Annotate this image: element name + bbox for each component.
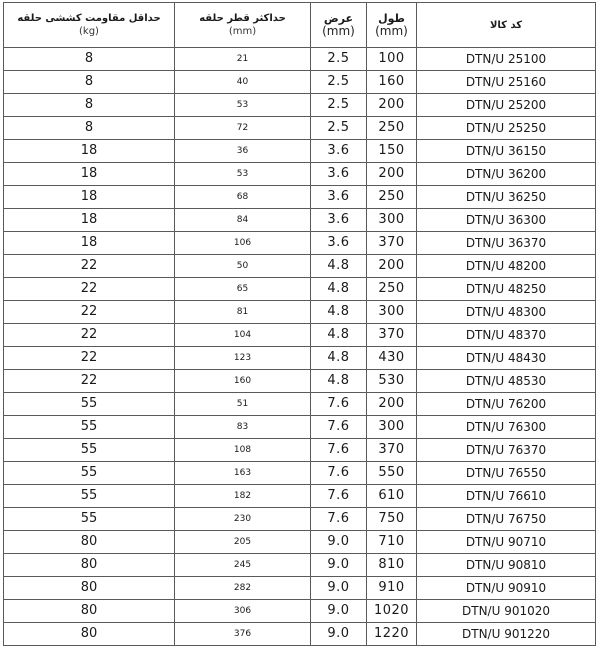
cell-length: 200 (367, 94, 417, 117)
cell-max-loop-diameter: 81 (175, 301, 311, 324)
cell-length: 1020 (367, 600, 417, 623)
cell-max-loop-diameter: 104 (175, 324, 311, 347)
cell-min-tensile-strength: 18 (4, 209, 175, 232)
cell-min-tensile-strength: 8 (4, 117, 175, 140)
cell-max-loop-diameter: 36 (175, 140, 311, 163)
cell-width: 4.8 (311, 278, 367, 301)
cell-width: 7.6 (311, 416, 367, 439)
cell-min-tensile-strength: 8 (4, 71, 175, 94)
cell-min-tensile-strength: 22 (4, 347, 175, 370)
cell-max-loop-diameter: 306 (175, 600, 311, 623)
cell-max-loop-diameter: 53 (175, 163, 311, 186)
cell-length: 710 (367, 531, 417, 554)
cell-min-tensile-strength: 55 (4, 485, 175, 508)
table-row (4, 416, 596, 439)
cell-min-tensile-strength: 8 (4, 48, 175, 71)
cell-product-code: DTN/U 48430 (417, 347, 596, 370)
cell-max-loop-diameter: 376 (175, 623, 311, 646)
cell-length: 200 (367, 393, 417, 416)
cell-length: 300 (367, 416, 417, 439)
cell-width: 2.5 (311, 71, 367, 94)
cell-product-code: DTN/U 25100 (417, 48, 596, 71)
cell-length: 160 (367, 71, 417, 94)
header-width-title: عرض (323, 12, 354, 25)
cell-length: 530 (367, 370, 417, 393)
cell-product-code: DTN/U 901220 (417, 623, 596, 646)
cell-length: 910 (367, 577, 417, 600)
cell-min-tensile-strength: 80 (4, 531, 175, 554)
cell-length: 370 (367, 232, 417, 255)
cell-product-code: DTN/U 48200 (417, 255, 596, 278)
cell-length: 250 (367, 117, 417, 140)
cell-width: 4.8 (311, 347, 367, 370)
cell-min-tensile-strength: 80 (4, 554, 175, 577)
cell-max-loop-diameter: 68 (175, 186, 311, 209)
cell-width: 3.6 (311, 232, 367, 255)
cell-width: 9.0 (311, 623, 367, 646)
table-row (4, 186, 596, 209)
cell-min-tensile-strength: 18 (4, 163, 175, 186)
cell-width: 7.6 (311, 462, 367, 485)
cell-min-tensile-strength: 80 (4, 623, 175, 646)
cell-product-code: DTN/U 76550 (417, 462, 596, 485)
cell-length: 810 (367, 554, 417, 577)
cell-product-code: DTN/U 76300 (417, 416, 596, 439)
cell-min-tensile-strength: 55 (4, 508, 175, 531)
table-row (4, 623, 596, 646)
cell-product-code: DTN/U 76750 (417, 508, 596, 531)
table-row (4, 347, 596, 370)
cell-length: 250 (367, 278, 417, 301)
cell-product-code: DTN/U 36200 (417, 163, 596, 186)
cell-min-tensile-strength: 18 (4, 140, 175, 163)
cell-product-code: DTN/U 76370 (417, 439, 596, 462)
cell-width: 4.8 (311, 255, 367, 278)
cell-width: 7.6 (311, 485, 367, 508)
cell-product-code: DTN/U 90710 (417, 531, 596, 554)
cell-width: 9.0 (311, 554, 367, 577)
cell-max-loop-diameter: 230 (175, 508, 311, 531)
cell-product-code: DTN/U 36370 (417, 232, 596, 255)
cell-length: 300 (367, 301, 417, 324)
cell-width: 9.0 (311, 531, 367, 554)
cell-max-loop-diameter: 53 (175, 94, 311, 117)
cell-width: 3.6 (311, 163, 367, 186)
cell-min-tensile-strength: 80 (4, 577, 175, 600)
cell-min-tensile-strength: 80 (4, 600, 175, 623)
table-header (4, 3, 596, 48)
table-row (4, 117, 596, 140)
cell-length: 750 (367, 508, 417, 531)
table-row (4, 577, 596, 600)
cell-product-code: DTN/U 48370 (417, 324, 596, 347)
cell-width: 3.6 (311, 186, 367, 209)
cell-length: 1220 (367, 623, 417, 646)
table-row (4, 439, 596, 462)
cell-width: 2.5 (311, 48, 367, 71)
header-row (4, 3, 596, 48)
header-width-unit: (mm) (322, 24, 355, 38)
table-row (4, 255, 596, 278)
cell-length: 100 (367, 48, 417, 71)
cell-max-loop-diameter: 65 (175, 278, 311, 301)
table-row (4, 600, 596, 623)
table-row (4, 531, 596, 554)
cell-product-code: DTN/U 36150 (417, 140, 596, 163)
cell-product-code: DTN/U 76610 (417, 485, 596, 508)
cell-length: 370 (367, 324, 417, 347)
table-row (4, 324, 596, 347)
header-diameter-title: حداکثر قطر حلقه (199, 13, 286, 24)
cable-tie-spec-table (3, 2, 596, 646)
cell-min-tensile-strength: 22 (4, 278, 175, 301)
cell-min-tensile-strength: 8 (4, 94, 175, 117)
cell-product-code: DTN/U 90810 (417, 554, 596, 577)
cell-length: 200 (367, 163, 417, 186)
cell-min-tensile-strength: 55 (4, 416, 175, 439)
cell-min-tensile-strength: 55 (4, 462, 175, 485)
header-max-loop-diameter (175, 3, 311, 48)
cell-max-loop-diameter: 40 (175, 71, 311, 94)
cell-width: 9.0 (311, 577, 367, 600)
header-diameter-unit: (mm) (228, 26, 257, 37)
cell-width: 4.8 (311, 370, 367, 393)
cell-width: 7.6 (311, 393, 367, 416)
cell-product-code: DTN/U 48300 (417, 301, 596, 324)
cell-product-code: DTN/U 36300 (417, 209, 596, 232)
cell-max-loop-diameter: 245 (175, 554, 311, 577)
table-row (4, 301, 596, 324)
header-length-title: طول (378, 12, 405, 25)
cell-length: 430 (367, 347, 417, 370)
table-row (4, 462, 596, 485)
header-product-code (417, 3, 596, 48)
cell-width: 3.6 (311, 209, 367, 232)
cell-max-loop-diameter: 108 (175, 439, 311, 462)
header-load-unit: (kg) (79, 26, 99, 37)
cell-min-tensile-strength: 22 (4, 324, 175, 347)
cell-product-code: DTN/U 90910 (417, 577, 596, 600)
table-row (4, 209, 596, 232)
cell-length: 150 (367, 140, 417, 163)
table-row (4, 508, 596, 531)
cell-width: 2.5 (311, 94, 367, 117)
cell-width: 7.6 (311, 439, 367, 462)
table-body (4, 48, 596, 646)
cell-length: 370 (367, 439, 417, 462)
cell-max-loop-diameter: 205 (175, 531, 311, 554)
cell-min-tensile-strength: 22 (4, 301, 175, 324)
cell-max-loop-diameter: 72 (175, 117, 311, 140)
cell-max-loop-diameter: 160 (175, 370, 311, 393)
table-row (4, 393, 596, 416)
cell-max-loop-diameter: 84 (175, 209, 311, 232)
header-load-title: حداقل مقاومت کششی حلقه (17, 13, 161, 24)
cell-length: 300 (367, 209, 417, 232)
cell-min-tensile-strength: 22 (4, 370, 175, 393)
cell-length: 610 (367, 485, 417, 508)
cell-product-code: DTN/U 36250 (417, 186, 596, 209)
table-row (4, 71, 596, 94)
table-row (4, 554, 596, 577)
header-width (311, 3, 367, 48)
cell-length: 550 (367, 462, 417, 485)
cell-max-loop-diameter: 282 (175, 577, 311, 600)
cell-max-loop-diameter: 106 (175, 232, 311, 255)
cell-width: 4.8 (311, 301, 367, 324)
table-row (4, 278, 596, 301)
cell-min-tensile-strength: 55 (4, 439, 175, 462)
header-min-tensile-strength (4, 3, 175, 48)
table-row (4, 232, 596, 255)
cell-product-code: DTN/U 25250 (417, 117, 596, 140)
cell-max-loop-diameter: 51 (175, 393, 311, 416)
cell-max-loop-diameter: 21 (175, 48, 311, 71)
cell-max-loop-diameter: 163 (175, 462, 311, 485)
cell-width: 2.5 (311, 117, 367, 140)
table-row (4, 140, 596, 163)
cell-product-code: DTN/U 76200 (417, 393, 596, 416)
table-row (4, 485, 596, 508)
cell-product-code: DTN/U 25200 (417, 94, 596, 117)
cell-max-loop-diameter: 123 (175, 347, 311, 370)
cell-min-tensile-strength: 18 (4, 232, 175, 255)
cell-min-tensile-strength: 55 (4, 393, 175, 416)
table-row (4, 370, 596, 393)
table-row (4, 163, 596, 186)
cell-product-code: DTN/U 901020 (417, 600, 596, 623)
table-row (4, 94, 596, 117)
cell-width: 3.6 (311, 140, 367, 163)
cell-max-loop-diameter: 50 (175, 255, 311, 278)
cell-min-tensile-strength: 18 (4, 186, 175, 209)
header-code-title: کد کالا (489, 19, 523, 31)
table-row (4, 48, 596, 71)
cell-length: 200 (367, 255, 417, 278)
cell-width: 4.8 (311, 324, 367, 347)
cell-product-code: DTN/U 25160 (417, 71, 596, 94)
cell-min-tensile-strength: 22 (4, 255, 175, 278)
header-length-unit: (mm) (375, 24, 408, 38)
cell-max-loop-diameter: 83 (175, 416, 311, 439)
cell-product-code: DTN/U 48250 (417, 278, 596, 301)
cell-length: 250 (367, 186, 417, 209)
cell-width: 7.6 (311, 508, 367, 531)
header-length (367, 3, 417, 48)
cell-product-code: DTN/U 48530 (417, 370, 596, 393)
cell-width: 9.0 (311, 600, 367, 623)
cell-max-loop-diameter: 182 (175, 485, 311, 508)
